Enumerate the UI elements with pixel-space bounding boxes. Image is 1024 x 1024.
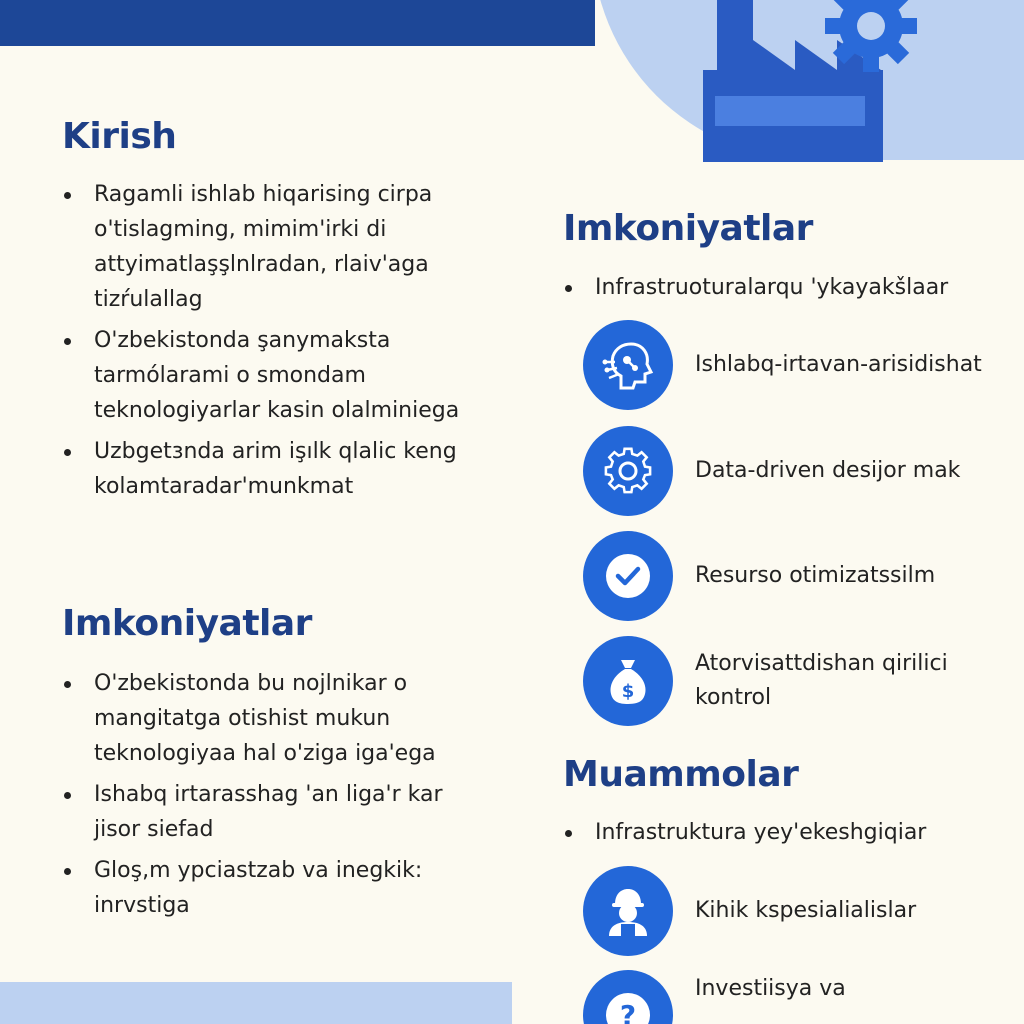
- factory-gear-icon: [695, 0, 925, 162]
- feature-item: [583, 970, 1013, 1024]
- list-item: Infrastruoturalarqu 'ykayakšlaar: [563, 270, 1003, 305]
- feature-label: Atorvisattdishan qirilici kontrol: [695, 651, 948, 710]
- list-item: Infrastruktura yey'ekeshgiqiar: [563, 815, 1003, 850]
- problems-list: [563, 815, 1003, 856]
- feature-item: [583, 636, 1013, 726]
- opportunities-heading: Imkoniyatlar: [62, 603, 312, 644]
- opportunities-list: [62, 666, 482, 929]
- feature-item: [583, 866, 1013, 956]
- svg-text:?: ?: [619, 999, 637, 1024]
- right-opportunities-heading: Imkoniyatlar: [563, 208, 813, 249]
- svg-text:$: $: [621, 681, 635, 702]
- feature-label: Kihik kspesialialislar: [695, 898, 917, 923]
- feature-item: [583, 531, 1013, 621]
- intro-list: [62, 177, 482, 510]
- intro-heading: Kirish: [62, 116, 177, 157]
- top-banner: [0, 0, 595, 46]
- feature-label: Ishlabq-irtavan-arisidishat: [695, 352, 982, 377]
- list-item: Ragamli ishlab hiqarising cirpa o'tislagming, mimim'irki di attyimatlaşşlnlradan, rlaiv'aga tizŕulallag: [62, 177, 482, 317]
- feature-item: [583, 426, 1013, 516]
- list-item: Gloş,m ypciastzab va inegkik: inrvstiga: [62, 853, 482, 923]
- feature-label: Investiisya va: [695, 976, 846, 1001]
- feature-label: Data-driven desijor mak: [695, 458, 961, 483]
- list-item: Ishabq irtarasshag 'an liga'r kar jisor siefad: [62, 777, 482, 847]
- bottom-band: [0, 982, 512, 1024]
- question-icon: [601, 988, 655, 1024]
- list-item: O'zbekistonda şanymaksta tarmólarami o smondam teknologiyarlar kasin olalminiega: [62, 323, 482, 428]
- checkmark-icon: [601, 549, 655, 603]
- right-opportunities-list: [563, 270, 1003, 311]
- money-bag-icon: [601, 654, 655, 708]
- list-item: Uzbgetзnda arim işılk qlalic keng kolamtaradar'munkmat: [62, 434, 482, 504]
- gear-icon: [601, 444, 655, 498]
- worker-icon: [601, 884, 655, 938]
- list-item: O'zbekistonda bu nojlnikar o mangitatga otishist mukun teknologiyaa hal o'ziga iga'ega: [62, 666, 482, 771]
- problems-heading: Muammolar: [563, 754, 799, 795]
- feature-label: Resurso otimizatssilm: [695, 563, 936, 588]
- feature-item: [583, 320, 1013, 410]
- ai-head-icon: [601, 338, 655, 392]
